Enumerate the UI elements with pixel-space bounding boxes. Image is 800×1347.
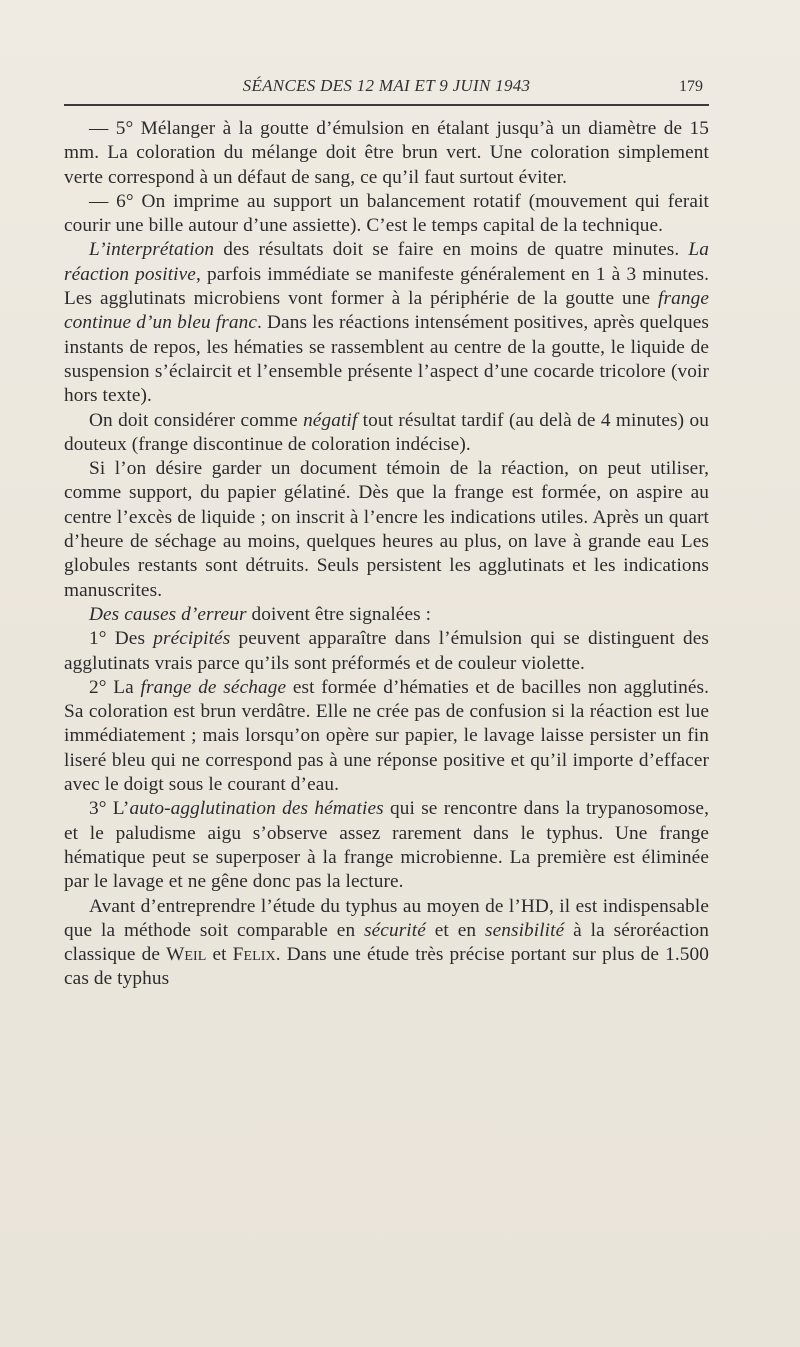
emphasis-interpretation: L’interprétation xyxy=(89,239,215,261)
paragraph-avant-entreprendre: Avant d’entreprendre l’étude du typhus au moyen de l’HD, il est indispensable que la méthode soit comparable en sécurité et en sensibilité à la séroréaction classique de Weil et Felix. Dans une étude très précise portant sur plus de 1.500 cas de typhus xyxy=(64,895,710,990)
paragraph-document-temoin: Si l’on désire garder un document témoin de la réaction, on peut utiliser, comme support, du papier gélatiné. Dès que la frange est formée, on aspire au centre l’excès de liquide ; on inscrit à l’encre les indications utiles. Après un quart d’heure de séchage au moins, quelques heures au plus, on lave à grande eau Les globules restants sont détruits. Seuls persistent les agglutinats et les indications manuscrites. xyxy=(64,458,709,601)
emphasis-auto-agglutination: auto-agglutination des hématies xyxy=(129,798,384,820)
emphasis-sensibilite: sensibilité xyxy=(484,919,565,941)
emphasis-causes-erreur: Des causes d’erreur xyxy=(89,603,247,625)
paragraph-step-5: — 5° Mélanger à la goutte d’émulsion en étalant jusqu’à un diamètre de 15 mm. La coloration du mélange doit être brun vert. Une coloration simplement verte correspond à un défaut de sang, ce qu’il faut surtout éviter. xyxy=(64,118,709,188)
paragraph-auto-agglutination: 3° L’auto-agglutination des hématies qui se rencontre dans la trypanosomose, et le paludisme aigu s’observe assez rarement dans le typhus. Une frange hématique peut se superposer à la frange microbienne. La première est éliminée par le lavage et ne gêne donc pas la lecture. xyxy=(64,798,710,893)
body-text xyxy=(64,117,709,992)
header-rule xyxy=(64,104,709,106)
emphasis-securite: sécurité xyxy=(364,919,426,941)
running-title: SÉANCES DES 12 MAI ET 9 JUIN 1943 xyxy=(242,76,531,95)
emphasis-negatif: négatif xyxy=(303,409,358,431)
author-weil: Weil xyxy=(166,944,207,966)
emphasis-frange-sechage: frange de séchage xyxy=(140,676,287,698)
paragraph-negatif: On doit considérer comme négatif tout résultat tardif (au delà de 4 minutes) ou douteux (frange discontinue de coloration indécise). xyxy=(64,409,709,455)
page-number: 179 xyxy=(679,78,703,95)
paragraph-precipites: 1° Des précipités peuvent apparaître dans l’émulsion qui se distinguent des agglutinats vrais parce qu’ils sont préformés et de couleur violette. xyxy=(64,628,709,674)
author-felix: Felix xyxy=(232,944,276,966)
paragraph-interpretation: L’interprétation des résultats doit se faire en moins de quatre minutes. La réaction positive, parfois immédiate se manifeste généralement en 1 à 3 minutes. Les agglutinats microbiens vont former à la périphérie de la goutte une frange continue d’un bleu franc. Dans les réactions intensément positives, après quelques instants de repos, les hématies se rassemblent au centre de la goutte, le liquide de suspension s’éclaircit et l’ensemble présente l’aspect d’une cocarde tricolore (voir hors texte). xyxy=(64,239,709,407)
paragraph-step-6: — 6° On imprime au support un balancement rotatif (mouvement qui ferait courir une bille autour d’une assiette). C’est le temps capital de la technique. xyxy=(64,190,709,237)
emphasis-reaction-positive: La réaction positive xyxy=(64,239,709,285)
page-header xyxy=(64,76,709,100)
emphasis-precipites: précipités xyxy=(153,628,231,650)
paragraph-frange-sechage: 2° La frange de séchage est formée d’hématies et de bacilles non agglutinés. Sa coloration est brun verdâtre. Elle ne crée pas de confusion si la réaction est lue immédiatement ; mais lorsqu’on opère sur papier, le lavage laisse persister un fin liseré bleu qui ne correspond pas à une réponse positive et qu’il importe d’effacer avec le doigt sous le courant d’eau. xyxy=(64,676,709,796)
paragraph-causes-erreur: Des causes d’erreur doivent être signalées : xyxy=(89,603,432,625)
emphasis-frange-continue: frange continue d’un bleu franc xyxy=(64,288,709,334)
